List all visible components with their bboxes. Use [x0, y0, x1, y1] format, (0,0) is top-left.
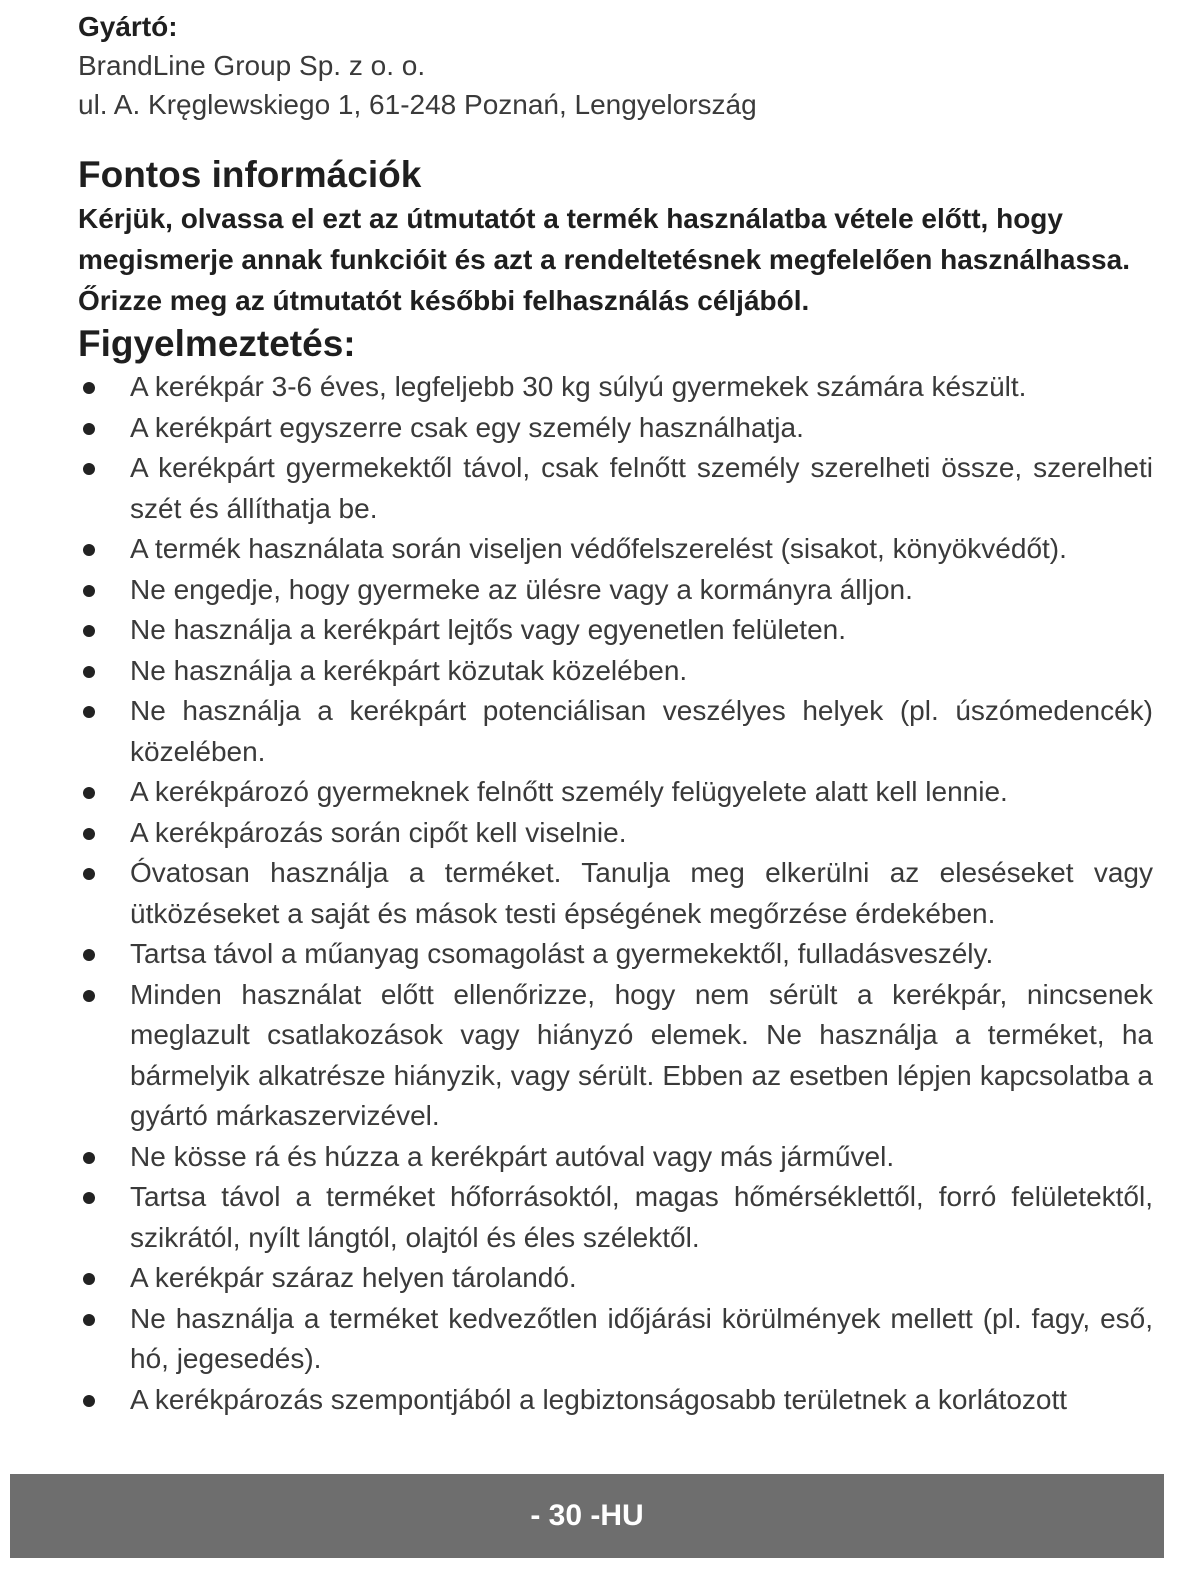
bullet-icon	[83, 990, 95, 1002]
document-page	[78, 8, 1153, 1420]
warning-item	[78, 934, 1153, 975]
warning-item-text: A kerékpárt gyermekektől távol, csak felnőtt személy szerelheti össze, szerelheti szét és állíthatja be.	[130, 452, 1153, 524]
warning-item-text: A kerékpározás során cipőt kell viselnie.	[130, 816, 627, 848]
warning-item-text: Óvatosan használja a terméket. Tanulja meg elkerülni az eleséseket vagy ütközéseket a saját és mások testi épségének megőrzése érdekében.	[130, 857, 1153, 929]
warning-item	[78, 610, 1153, 651]
warning-item	[78, 448, 1153, 529]
warning-item	[78, 367, 1153, 408]
manufacturer-label: Gyártó:	[78, 11, 178, 42]
bullet-icon	[83, 382, 95, 394]
bullet-icon	[83, 1192, 95, 1204]
page-footer	[10, 1474, 1164, 1558]
warning-item-text: A kerékpárt egyszerre csak egy személy használhatja.	[130, 411, 804, 443]
warning-item-text: Ne használja a terméket kedvezőtlen időjárási körülmények mellett (pl. fagy, eső, hó, jegesedés).	[130, 1302, 1153, 1374]
warning-item	[78, 529, 1153, 570]
bullet-icon	[83, 706, 95, 718]
warning-item-text: Ne kösse rá és húzza a kerékpárt autóval vagy más járművel.	[130, 1140, 895, 1172]
manufacturer-address: ul. A. Kręglewskiego 1, 61-248 Poznań, Lengyelország	[78, 89, 757, 120]
warning-item	[78, 975, 1153, 1137]
warning-item-text: Ne engedje, hogy gyermeke az ülésre vagy a kormányra álljon.	[130, 573, 913, 605]
warning-item	[78, 1299, 1153, 1380]
warning-item	[78, 1137, 1153, 1178]
warning-list	[78, 367, 1153, 1420]
warning-item	[78, 651, 1153, 692]
warning-item	[78, 772, 1153, 813]
bullet-icon	[83, 625, 95, 637]
bullet-icon	[83, 544, 95, 556]
manufacturer-company: BrandLine Group Sp. z o. o.	[78, 50, 426, 81]
warning-item-text: Ne használja a kerékpárt potenciálisan veszélyes helyek (pl. úszómedencék) közelében.	[130, 695, 1153, 767]
warning-title: Figyelmeztetés:	[78, 323, 356, 364]
warning-item	[78, 1177, 1153, 1258]
warning-item-text: Tartsa távol a terméket hőforrásoktól, magas hőmérséklettől, forró felületektől, szikrától, nyílt lángtól, olajtól és éles szélektől.	[130, 1181, 1153, 1253]
warning-item-text: Tartsa távol a műanyag csomagolást a gyermekektől, fulladásveszély.	[130, 938, 994, 969]
bullet-icon	[83, 585, 95, 597]
warning-item-text: A termék használata során viseljen védőfelszerelést (sisakot, könyökvédőt).	[130, 533, 1067, 564]
warning-item	[78, 408, 1153, 449]
warning-item	[78, 570, 1153, 611]
warning-item-text: Minden használat előtt ellenőrizze, hogy nem sérült a kerékpár, nincsenek meglazult csatlakozások vagy hiányzó elemek. Ne használja a terméket, ha bármelyik alkatrésze hiányzik, vagy sérült. Ebben az esetben lépjen kapcsolatba a gyártó márkaszervizével.	[130, 978, 1153, 1131]
bullet-icon	[83, 787, 95, 799]
bullet-icon	[83, 1152, 95, 1164]
bullet-icon	[83, 949, 95, 961]
warning-item	[78, 1258, 1153, 1299]
bullet-icon	[83, 423, 95, 435]
important-info-text: Kérjük, olvassa el ezt az útmutatót a termék használatba vétele előtt, hogy megismerje annak funkcióit és azt a rendeltetésnek megfelelően használhassa. Őrizze meg az útmutatót későbbi felhasználás céljából.	[78, 203, 1130, 316]
warning-item	[78, 1380, 1153, 1421]
bullet-icon	[83, 1314, 95, 1326]
warning-item	[78, 853, 1153, 934]
warning-item-text: A kerékpár száraz helyen tárolandó.	[130, 1262, 577, 1293]
bullet-icon	[83, 463, 95, 475]
warning-item-text: A kerékpár 3-6 éves, legfeljebb 30 kg súlyú gyermekek számára készült.	[130, 371, 1027, 402]
bullet-icon	[83, 666, 95, 678]
bullet-icon	[83, 1395, 95, 1407]
bullet-icon	[83, 828, 95, 840]
warning-item-text: A kerékpározó gyermeknek felnőtt személy felügyelete alatt kell lennie.	[130, 776, 1008, 807]
warning-item-text: Ne használja a kerékpárt közutak közelében.	[130, 654, 688, 686]
warning-item-text: Ne használja a kerékpárt lejtős vagy egyenetlen felületen.	[130, 614, 846, 645]
bullet-icon	[83, 868, 95, 880]
bullet-icon	[83, 1273, 95, 1285]
important-info-title: Fontos információk	[78, 154, 422, 195]
warning-item	[78, 813, 1153, 854]
warning-item-text: A kerékpározás szempontjából a legbiztonságosabb területnek a korlátozott	[130, 1383, 1068, 1415]
warning-item	[78, 691, 1153, 772]
page-number: - 30 -HU	[530, 1499, 644, 1532]
